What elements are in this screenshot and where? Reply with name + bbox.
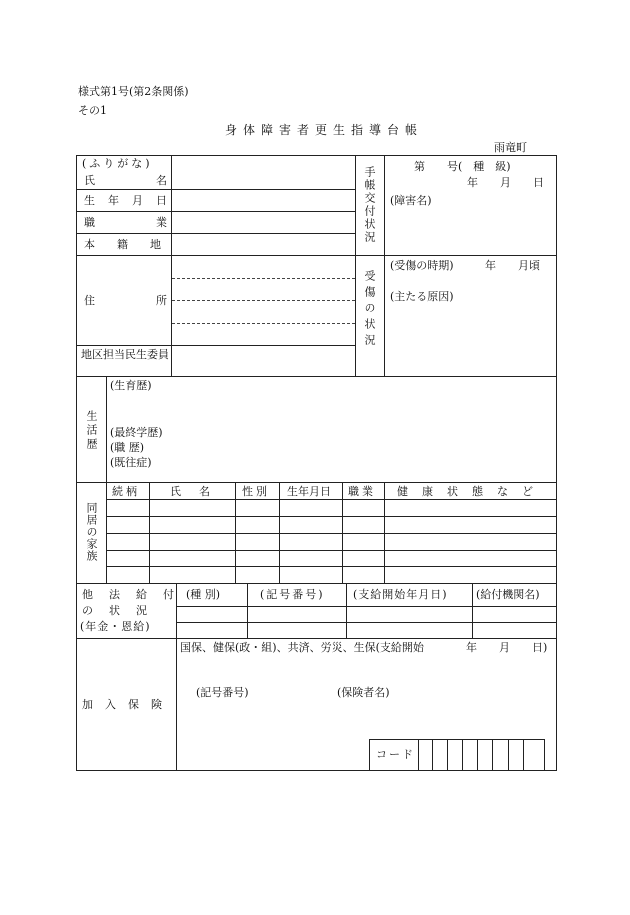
benefits-label-2: の状況 xyxy=(82,604,163,617)
welfare-label: 地区担当民生委員 xyxy=(81,348,169,361)
benefits-col-agency: (給付機関名) xyxy=(476,588,540,601)
benefits-col-type: (種 別) xyxy=(186,588,221,601)
upbringing-label: (生育歴) xyxy=(110,379,152,392)
medical-history-label: (既往症) xyxy=(110,456,152,469)
family-col-birth: 生年月日 xyxy=(287,485,331,498)
domicile-label: 本籍地 xyxy=(84,238,183,251)
injury-heading: 受傷の状況 xyxy=(363,270,376,350)
benefits-col-start: (支給開始年月日) xyxy=(353,588,448,601)
injury-timing: (受傷の時期) xyxy=(390,259,454,272)
techo-date: 年 月 日 xyxy=(467,176,544,189)
injury-cause: (主たる原因) xyxy=(390,290,454,303)
family-col-name: 氏名 xyxy=(170,485,228,498)
code-label: コード xyxy=(376,748,415,761)
insurer-label: (保険者名) xyxy=(337,686,390,699)
education-label: (最終学歴) xyxy=(110,426,163,439)
town-name: 雨竜町 xyxy=(494,141,527,154)
insurance-symbol-label: (記号番号) xyxy=(196,686,249,699)
benefits-col-symbol: (記号番号) xyxy=(260,588,325,601)
furigana-label: (ふりがな) xyxy=(82,157,153,170)
page-title: 身体障害者更生指導台帳 xyxy=(225,123,424,137)
form-part: その1 xyxy=(78,104,107,117)
birth-label: 生年月日 xyxy=(84,194,180,207)
family-col-health: 健康状態など xyxy=(397,485,547,498)
family-col-job: 職業 xyxy=(348,485,376,498)
benefits-label-1: 他法給付 xyxy=(82,588,190,601)
techo-number: 第 号( 種 級) xyxy=(414,160,511,173)
techo-heading: 手帳交付状況 xyxy=(363,166,376,244)
family-col-sex: 性別 xyxy=(242,485,270,498)
insurance-types: 国保、健保(政・組)、共済、労災、生保(支給開始 xyxy=(180,641,424,654)
insurance-heading: 加入保険 xyxy=(82,698,174,711)
form-number: 様式第1号(第2条関係) xyxy=(78,85,189,98)
benefits-label-3: (年金・恩給) xyxy=(80,620,151,633)
disability-label: (障害名) xyxy=(390,194,432,207)
family-col-relation: 続柄 xyxy=(112,485,140,498)
insurance-date: 年 月 日) xyxy=(466,641,548,654)
family-heading: 同居の家族 xyxy=(85,502,98,562)
career-label: (職 歴) xyxy=(110,441,145,454)
life-heading: 生活歴 xyxy=(85,410,98,452)
injury-year-month: 年 月頃 xyxy=(485,259,540,272)
